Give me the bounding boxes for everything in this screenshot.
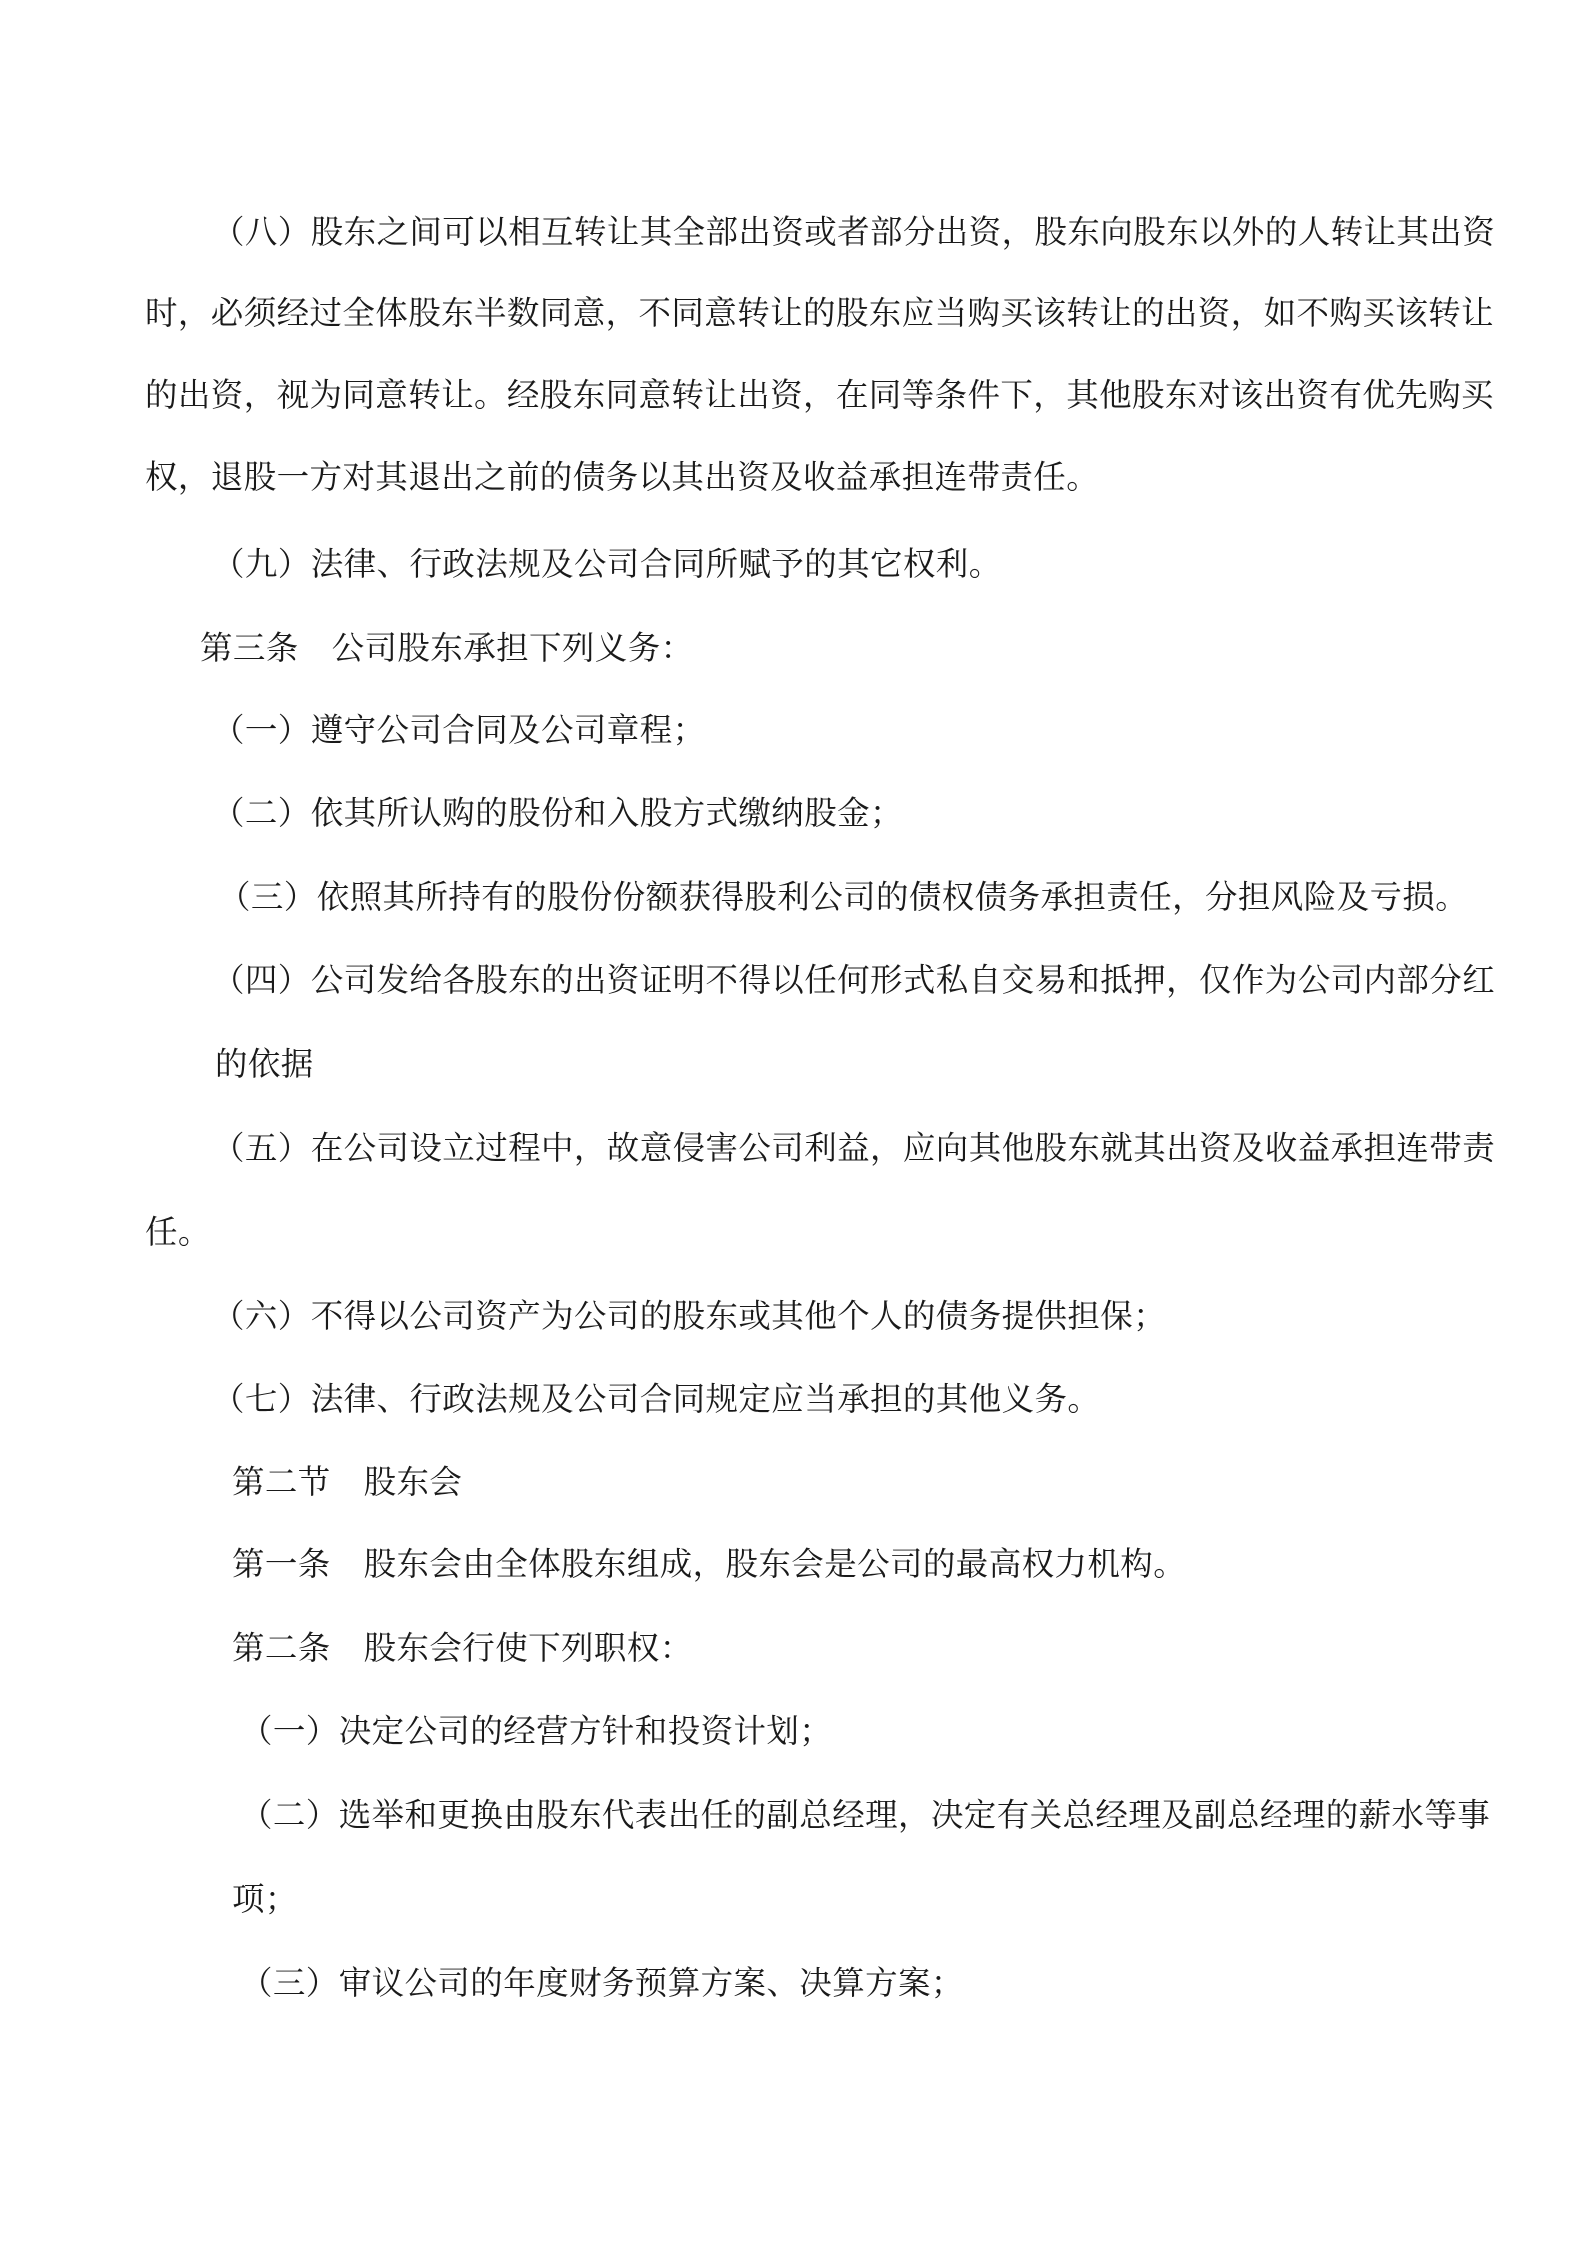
article-3-heading: 第三条 公司股东承担下列义务：: [200, 629, 694, 667]
obligation-6: （六）不得以公司资产为公司的股东或其他个人的债务提供担保；: [212, 1297, 1167, 1335]
section-2-article-2-heading: 第二条 股东会行使下列职权：: [232, 1629, 693, 1667]
section-2-article-1: 第一条 股东会由全体股东组成，股东会是公司的最高权力机构。: [232, 1545, 1187, 1583]
article-8-line-2: 时，必须经过全体股东半数同意，不同意转让的股东应当购买该转让的出资，如不购买该转让: [145, 294, 1494, 332]
article-8-line-3: 的出资，视为同意转让。经股东同意转让出资，在同等条件下，其他股东对该出资有优先购买: [145, 376, 1494, 414]
obligation-4-line-1: （四）公司发给各股东的出资证明不得以任何形式私自交易和抵押，仅作为公司内部分红: [212, 961, 1496, 999]
article-8-line-1: （八）股东之间可以相互转让其全部出资或者部分出资，股东向股东以外的人转让其出资: [212, 213, 1496, 251]
power-3: （三）审议公司的年度财务预算方案、决算方案；: [240, 1964, 964, 2002]
power-2-line-1: （二）选举和更换由股东代表出任的副总经理，决定有关总经理及副总经理的薪水等事: [240, 1796, 1491, 1834]
obligation-1: （一）遵守公司合同及公司章程；: [212, 711, 706, 749]
power-2-line-2: 项；: [232, 1880, 298, 1918]
obligation-5-line-2: 任。: [145, 1213, 211, 1251]
obligation-4-line-2: 的依据: [215, 1045, 314, 1083]
obligation-2: （二）依其所认购的股份和入股方式缴纳股金；: [212, 794, 903, 832]
article-9: （九）法律、行政法规及公司合同所赋予的其它权利。: [212, 545, 1002, 583]
obligation-3: （三）依照其所持有的股份份额获得股利公司的债权债务承担责任，分担风险及亏损。: [218, 878, 1469, 916]
power-1: （一）决定公司的经营方针和投资计划；: [240, 1712, 833, 1750]
article-8-line-4: 权，退股一方对其退出之前的债务以其出资及收益承担连带责任。: [145, 458, 1100, 496]
section-2-heading: 第二节 股东会: [232, 1463, 463, 1501]
obligation-5-line-1: （五）在公司设立过程中，故意侵害公司利益，应向其他股东就其出资及收益承担连带责: [212, 1129, 1496, 1167]
obligation-7: （七）法律、行政法规及公司合同规定应当承担的其他义务。: [212, 1380, 1101, 1418]
